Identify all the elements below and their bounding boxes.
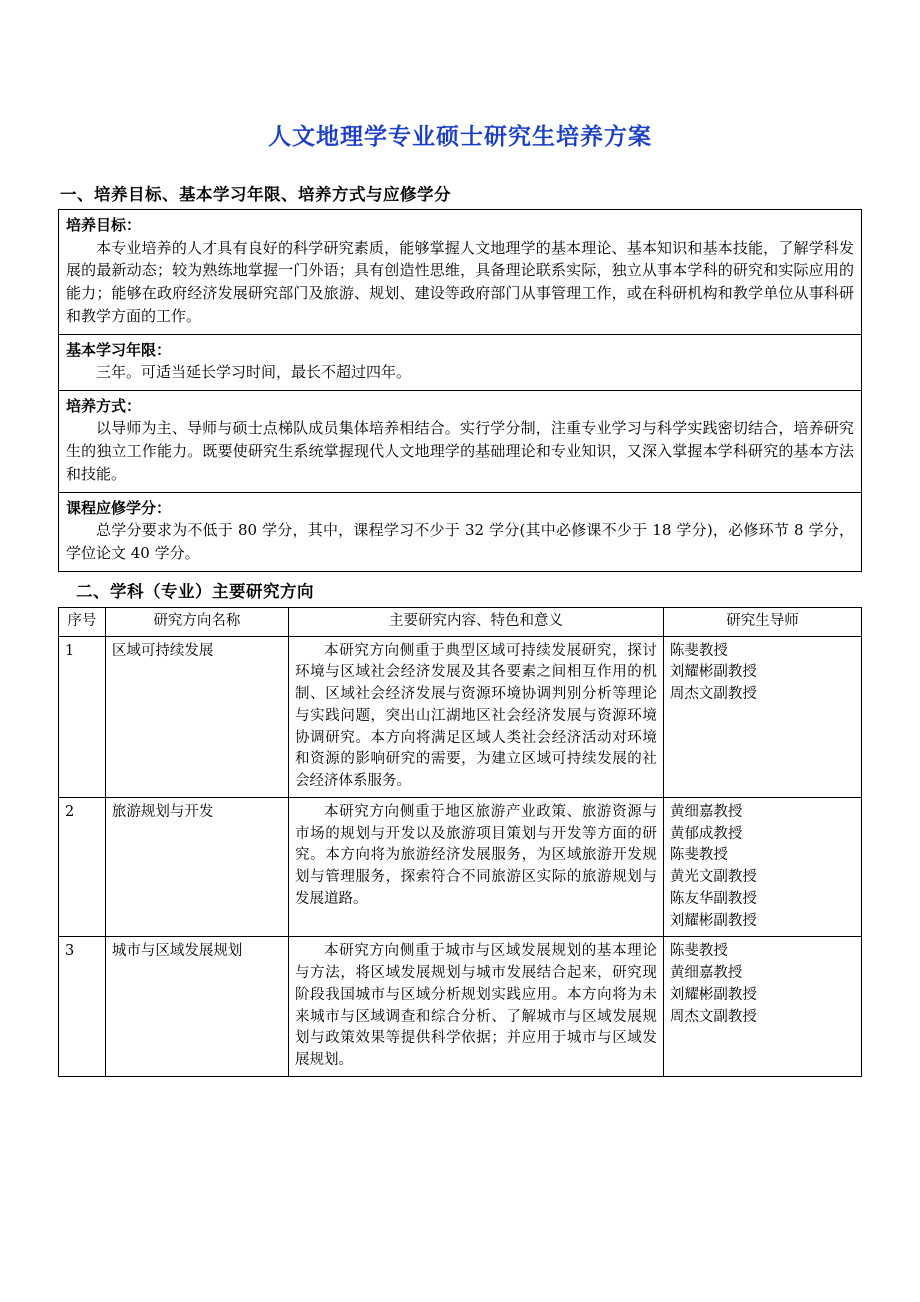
direction-name: 城市与区域发展规划 (105, 937, 288, 1077)
training-goal-label: 培养目标： (66, 216, 142, 234)
tutor-name: 刘耀彬副教授 (669, 986, 757, 1003)
tutor-name: 陈友华副教授 (669, 890, 757, 907)
tutor-name: 刘耀彬副教授 (669, 912, 757, 929)
column-header-content: 主要研究内容、特色和意义 (289, 607, 664, 636)
tutor-name: 陈斐教授 (669, 943, 728, 960)
table-row (59, 937, 862, 1077)
direction-name: 区域可持续发展 (105, 636, 288, 797)
row-number: 1 (59, 636, 106, 797)
training-method-label: 培养方式： (66, 396, 142, 415)
training-method-text: 以导师为主、导师与硕士点梯队成员集体培养相结合。实行学分制，注重专业学习与科学实践密切结合，培养研究生的独立工作能力。既要使研究生系统掌握现代人文地理学的基础理论和专业知识，又深入掌握本学科研究的基本方法和技能。 (66, 419, 854, 484)
tutor-name: 黄细嘉教授 (669, 803, 743, 820)
table-row (59, 334, 862, 390)
tutor-name: 黄光文副教授 (669, 869, 757, 886)
section-heading-1: 一、培养目标、基本学习年限、培养方式与应修学分 (60, 185, 451, 204)
tutor-name: 黄郁成教授 (669, 825, 743, 842)
table-row (59, 636, 862, 797)
row-number: 2 (59, 797, 106, 937)
table-row (59, 492, 862, 571)
tutor-name: 周杰文副教授 (669, 686, 757, 703)
row-number: 3 (59, 937, 106, 1077)
training-goal-cell (59, 210, 862, 335)
table-row (59, 390, 862, 492)
study-duration-text: 三年。可适当延长学习时间，最长不超过四年。 (96, 363, 412, 382)
direction-name: 旅游规划与开发 (105, 797, 288, 937)
credits-cell (59, 492, 862, 571)
research-directions-table (58, 607, 862, 1077)
section-heading-2: 二、学科（专业）主要研究方向 (76, 581, 314, 601)
page-title: 人文地理学专业硕士研究生培养方案 (268, 123, 652, 150)
tutor-name: 陈斐教授 (669, 642, 728, 659)
column-header-no: 序号 (59, 607, 106, 636)
training-method-cell (59, 390, 862, 492)
direction-content: 本研究方向侧重于典型区域可持续发展研究，探讨环境与区域社会经济发展及其各要素之间相互作用的机制、区域社会经济发展与资源环境协调判别分析等理论与实践问题，突出山江湖地区社会经济发展与资源环境协调研究。本方向将满足区域人类社会经济活动对环境和资源的影响研究的需要，为建立区域可持续发展的社会经济体系服务。 (289, 636, 664, 797)
training-goal-text: 本专业培养的人才具有良好的科学研究素质，能够掌握人文地理学的基本理论、基本知识和基本技能，了解学科发展的最新动态；较为熟练地掌握一门外语；具有创造性思维，具备理论联系实际，独立从事本学科的研究和实际应用的能力；能够在政府经济发展研究部门及旅游、规划、建设等政府部门从事管理工作，或在科研机构和教学单位从事科研和教学方面的工作。 (66, 238, 854, 325)
tutor-name: 周杰文副教授 (669, 1008, 757, 1025)
column-header-name: 研究方向名称 (105, 607, 288, 636)
column-header-tutor: 研究生导师 (663, 607, 861, 636)
tutor-name: 刘耀彬副教授 (669, 664, 757, 681)
training-program-table (58, 209, 862, 572)
table-row (59, 797, 862, 937)
table-row (59, 210, 862, 335)
credits-label: 课程应修学分： (66, 498, 172, 517)
table-header-row (59, 607, 862, 636)
tutor-name: 陈斐教授 (669, 847, 728, 864)
tutor-list (663, 937, 861, 1077)
direction-content: 本研究方向侧重于城市与区域发展规划的基本理论与方法，将区域发展规划与城市发展结合起来，研究现阶段我国城市与区域分析规划实践应用。本方向将为未来城市与区域调查和综合分析、了解城市与区域发展规划与政策效果等提供科学依据；并应用于城市与区域发展规划。 (289, 937, 664, 1077)
credits-text: 总学分要求为不低于 80 学分，其中，课程学习不少于 32 学分(其中必修课不少于 18 学分)，必修环节 8 学分，学位论文 40 学分。 (66, 521, 854, 563)
tutor-list (663, 636, 861, 797)
direction-content: 本研究方向侧重于地区旅游产业政策、旅游资源与市场的规划与开发以及旅游项目策划与开发等方面的研究。本方向将为旅游经济发展服务，为区域旅游开发规划与管理服务，探索符合不同旅游区实际的旅游规划与发展道路。 (289, 797, 664, 937)
tutor-name: 黄细嘉教授 (669, 965, 743, 982)
tutor-list (663, 797, 861, 937)
study-duration-label: 基本学习年限： (66, 340, 172, 359)
study-duration-cell (59, 334, 862, 390)
